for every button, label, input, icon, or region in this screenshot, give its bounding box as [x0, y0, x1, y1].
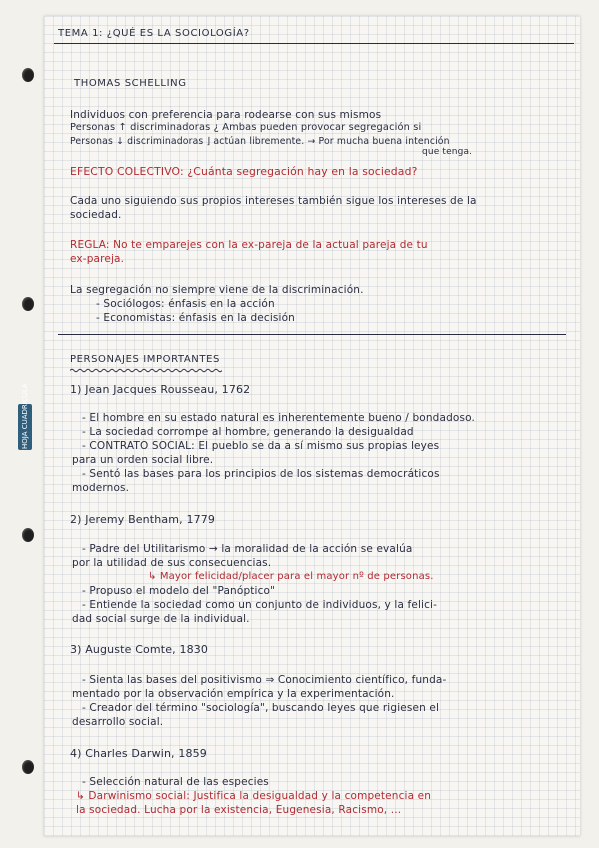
text-line: - CONTRATO SOCIAL: El pueblo se da a sí mismo sus propias leyes: [82, 440, 440, 452]
text-line: dad social surge de la individual.: [72, 613, 250, 625]
heading-wavy-underline: [70, 368, 222, 373]
text-line: Personas ↑ discriminadoras ¿ Ambas pueden provocar segregación si: [70, 122, 422, 133]
binder-hole-4: [22, 760, 34, 774]
binder-hole-2: [22, 297, 34, 311]
author-heading: THOMAS SCHELLING: [74, 78, 187, 89]
text-line: - Sienta las bases del positivismo ⇒ Conocimiento científico, funda-: [82, 674, 447, 686]
text-line: - Entiende la sociedad como un conjunto de individuos, y la felici-: [82, 599, 438, 611]
section-heading: PERSONAJES IMPORTANTES: [70, 354, 220, 365]
section-divider: [58, 334, 566, 335]
red-note: ↳ Mayor felicidad/placer para el mayor nº de personas.: [148, 571, 434, 582]
rule-line: REGLA: No te emparejes con la ex-pareja de la actual pareja de tu: [70, 239, 428, 251]
person-heading: 2) Jeremy Bentham, 1779: [70, 513, 216, 526]
binder-hole-1: [22, 68, 34, 82]
person-heading: 4) Charles Darwin, 1859: [70, 747, 207, 760]
collective-effect-question: EFECTO COLECTIVO: ¿Cuánta segregación hay en la sociedad?: [70, 165, 418, 178]
red-note: ↳ Darwinismo social: Justifica la desigualdad y la competencia en: [76, 790, 432, 802]
text-line: por la utilidad de sus consecuencias.: [72, 557, 272, 569]
text-line: modernos.: [72, 482, 130, 494]
text-line: desarrollo social.: [72, 716, 164, 728]
text-line: Personas ↓ discriminadoras ⌋ actúan libremente. → Por mucha buena intención: [70, 136, 450, 147]
text-line: - Padre del Utilitarismo → la moralidad de la acción se evalúa: [82, 543, 413, 555]
page-title: TEMA 1: ¿QUÉ ES LA SOCIOLOGÍA?: [58, 28, 250, 39]
red-note: la sociedad. Lucha por la existencia, Eugenesia, Racismo, ...: [76, 804, 402, 816]
notebook-brand-label: HOJA CUADRÍCULA: [18, 404, 32, 450]
text-line: mentado por la observación empírica y la experimentación.: [72, 688, 395, 700]
notebook-page: [44, 16, 580, 836]
text-line: para un orden social libre.: [72, 454, 214, 466]
text-line: Cada uno siguiendo sus propios intereses también sigue los intereses de la: [70, 195, 477, 207]
text-line: - Selección natural de las especies: [82, 776, 269, 788]
text-line: - La sociedad corrompe al hombre, generando la desigualdad: [82, 426, 414, 438]
text-line: - Economistas: énfasis en la decisión: [96, 312, 295, 324]
rule-line: ex-pareja.: [70, 253, 125, 265]
text-line: que tenga.: [422, 147, 473, 157]
text-line: sociedad.: [70, 209, 122, 221]
text-line: - El hombre en su estado natural es inherentemente bueno / bondadoso.: [82, 412, 475, 424]
text-line: - Sociólogos: énfasis en la acción: [96, 298, 275, 310]
text-line: - Propuso el modelo del "Panóptico": [82, 585, 276, 597]
person-heading: 1) Jean Jacques Rousseau, 1762: [70, 383, 251, 396]
title-underline: [54, 43, 574, 44]
text-line: Individuos con preferencia para rodearse con sus mismos: [70, 109, 382, 121]
text-line: La segregación no siempre viene de la discriminación.: [70, 284, 364, 296]
person-heading: 3) Auguste Comte, 1830: [70, 643, 209, 656]
binder-hole-3: [22, 528, 34, 542]
text-line: - Creador del término "sociología", buscando leyes que rigiesen el: [82, 702, 440, 714]
text-line: - Sentó las bases para los principios de los sistemas democráticos: [82, 468, 440, 480]
